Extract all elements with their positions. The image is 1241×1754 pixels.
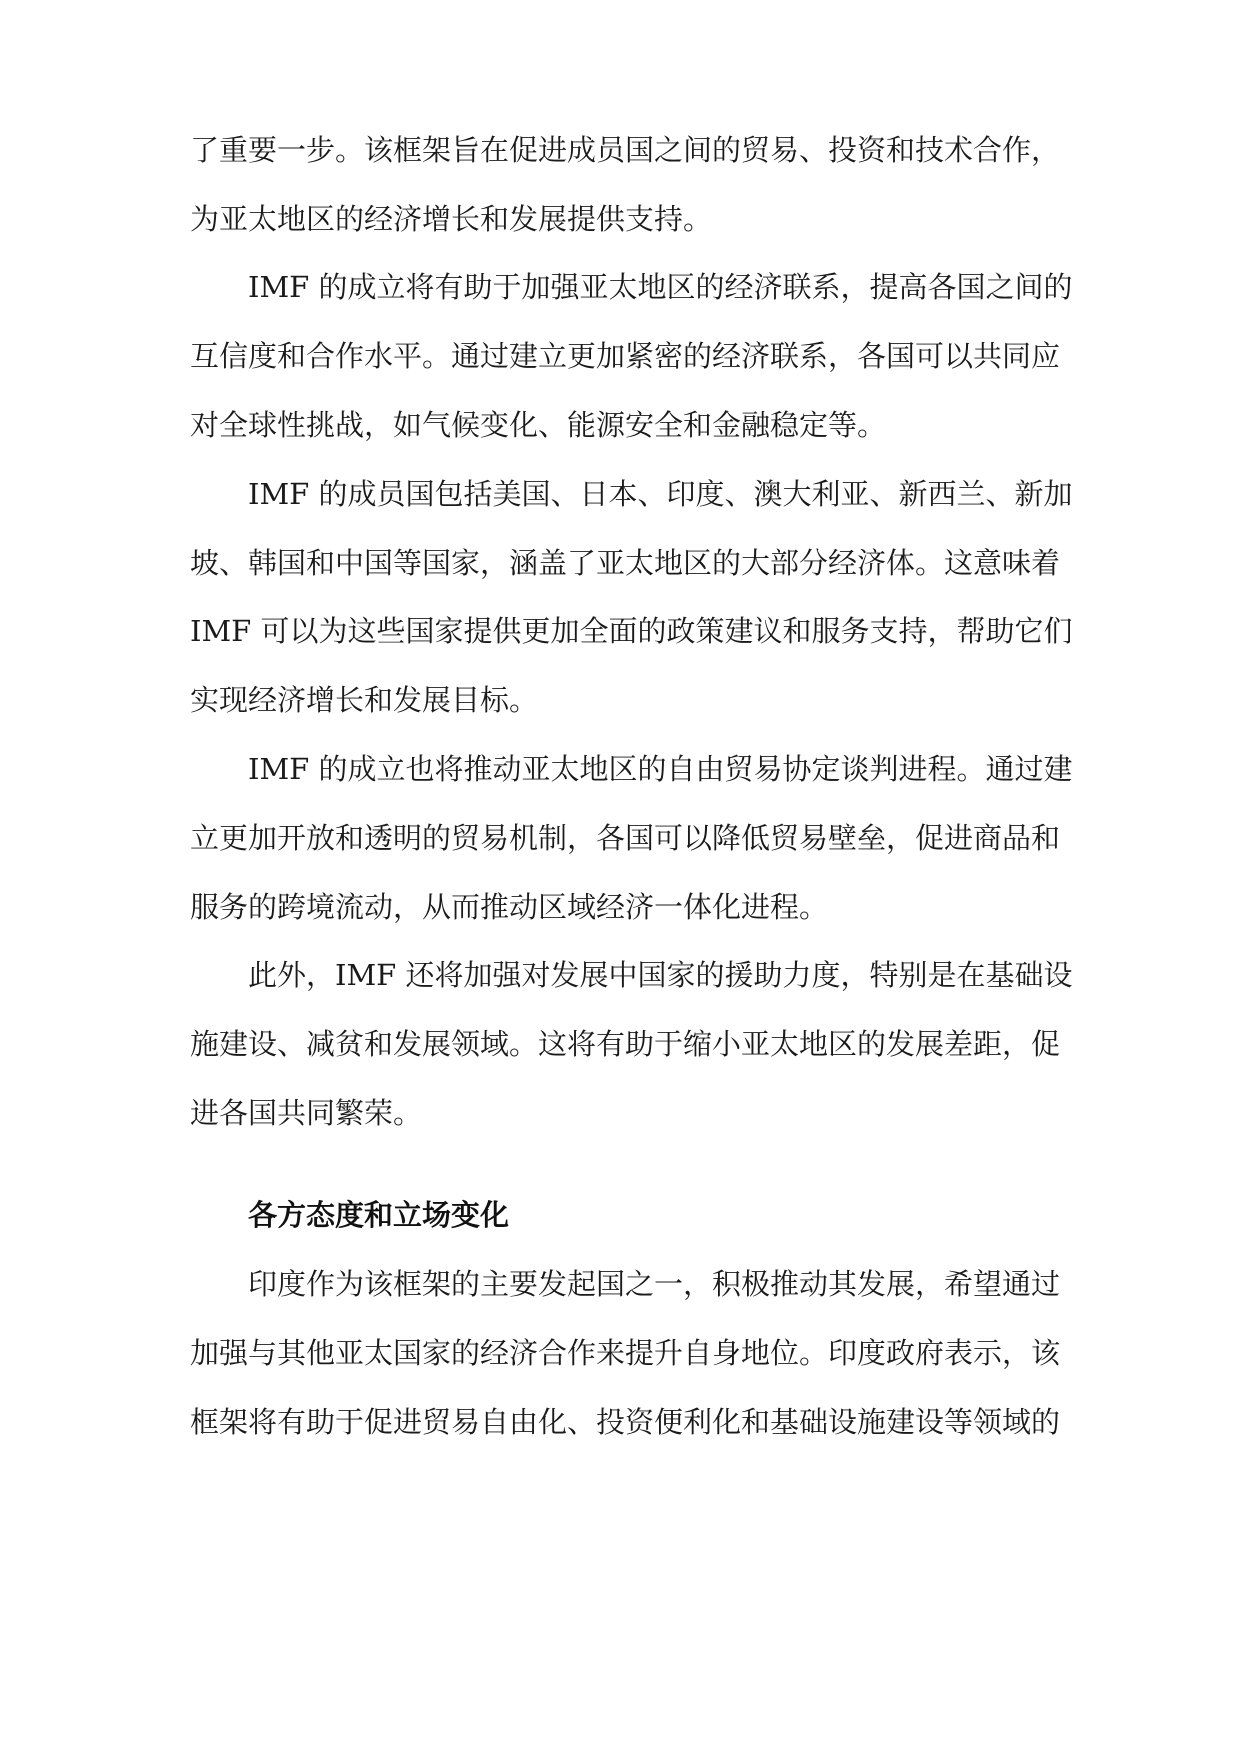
text-line: 互信度和合作水平。通过建立更加紧密的经济联系，各国可以共同应	[190, 339, 1061, 373]
section-heading: 各方态度和立场变化	[248, 1198, 510, 1232]
paragraph-first-line: 此外，IMF 还将加强对发展中国家的援助力度，特别是在基础设	[248, 958, 1073, 992]
text-line: 实现经济增长和发展目标。	[190, 683, 539, 717]
text-line: 为亚太地区的经济增长和发展提供支持。	[190, 202, 713, 236]
text-line: IMF 可以为这些国家提供更加全面的政策建议和服务支持，帮助它们	[190, 614, 1073, 648]
text-line: 框架将有助于促进贸易自由化、投资便利化和基础设施建设等领域的	[190, 1405, 1061, 1439]
text-line: 进各国共同繁荣。	[190, 1096, 423, 1130]
paragraph-first-line: IMF 的成立将有助于加强亚太地区的经济联系，提高各国之间的	[248, 270, 1073, 304]
paragraph-first-line: IMF 的成立也将推动亚太地区的自由贸易协定谈判进程。通过建	[248, 752, 1073, 786]
text-line: 立更加开放和透明的贸易机制，各国可以降低贸易壁垒，促进商品和	[190, 821, 1061, 855]
text-line: 对全球性挑战，如气候变化、能源安全和金融稳定等。	[190, 408, 887, 442]
text-line: 加强与其他亚太国家的经济合作来提升自身地位。印度政府表示，该	[190, 1336, 1061, 1370]
paragraph-first-line: 印度作为该框架的主要发起国之一，积极推动其发展，希望通过	[248, 1267, 1061, 1301]
text-line: 服务的跨境流动，从而推动区域经济一体化进程。	[190, 890, 829, 924]
text-line: 了重要一步。该框架旨在促进成员国之间的贸易、投资和技术合作，	[190, 133, 1061, 167]
text-line: 坡、韩国和中国等国家，涵盖了亚太地区的大部分经济体。这意味着	[190, 546, 1061, 580]
paragraph-first-line: IMF 的成员国包括美国、日本、印度、澳大利亚、新西兰、新加	[248, 477, 1073, 511]
text-line: 施建设、减贫和发展领域。这将有助于缩小亚太地区的发展差距，促	[190, 1027, 1061, 1061]
